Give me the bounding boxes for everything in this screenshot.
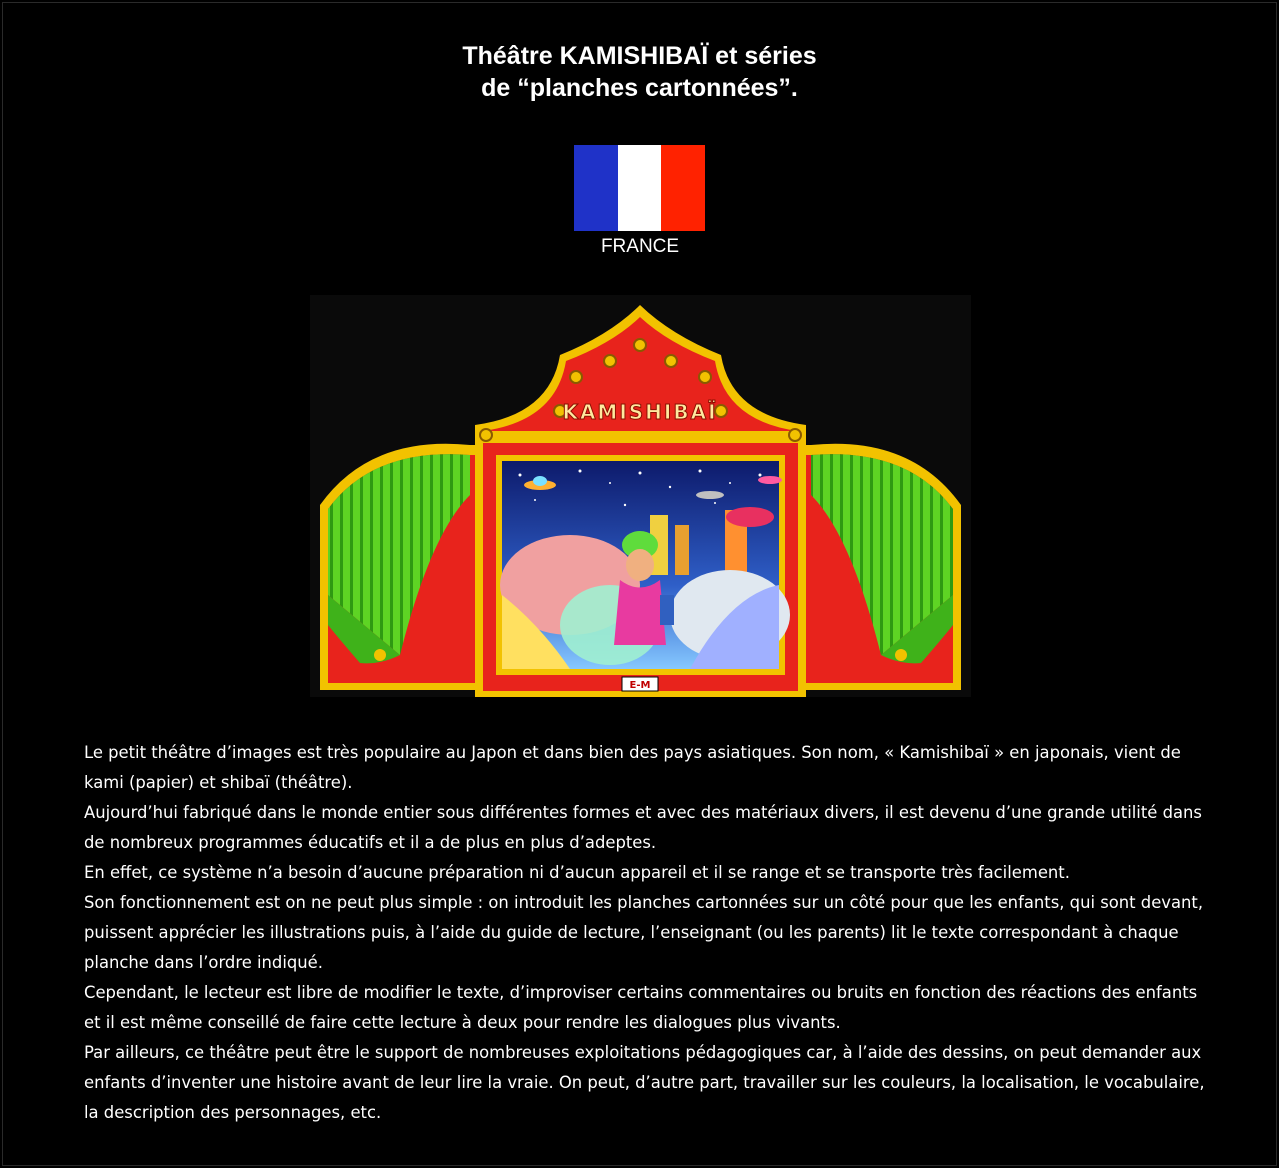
france-flag-image bbox=[574, 145, 705, 231]
title-line-1: Théâtre KAMISHIBAÏ et séries bbox=[462, 42, 817, 70]
paragraph-6: Par ailleurs, ce théâtre peut être le support de nombreuses exploitations pédagogiques car, à l’aide des dessins, on peut demander aux enfants d’inventer une histoire avant de leur lire la vraie. On peut, d’autre part, travailler sur les couleurs, la localisation, le vocabulaire, la description des personnages, etc. bbox=[84, 1043, 1205, 1122]
kamishibai-theatre-illustration bbox=[310, 295, 971, 697]
page-title bbox=[0, 40, 1279, 104]
paragraph-3: En effet, ce système n’a besoin d’aucune préparation ni d’aucun appareil et il se range et se transporte très facilement. bbox=[84, 863, 1070, 882]
theatre-svg bbox=[310, 295, 971, 697]
theatre-sign-text: KAMISHIBAÏ bbox=[562, 400, 718, 424]
paragraph-5: Cependant, le lecteur est libre de modifier le texte, d’improviser certains commentaires ou bruits en fonction des réactions des enfants et il est même conseillé de faire cette lecture à deux pour rendre les dialogues plus vivants. bbox=[84, 983, 1198, 1032]
flag-stripe-red bbox=[661, 145, 705, 231]
left-wing bbox=[320, 444, 485, 690]
right-wing bbox=[796, 444, 961, 690]
logo-text: E-M bbox=[629, 680, 651, 691]
paragraph-2: Aujourd’hui fabriqué dans le monde entier sous différentes formes et avec des matériaux divers, il est devenu d’une grande utilité dans de nombreux programmes éducatifs et il a de plus en plus d’adeptes. bbox=[84, 803, 1202, 852]
flag-stripe-white bbox=[618, 145, 662, 231]
paragraph-4: Son fonctionnement est on ne peut plus simple : on introduit les planches cartonnées sur un côté pour que les enfants, qui sont devant, puissent apprécier les illustrations puis, à l’aide du guide de lecture, l’enseignant (ou les parents) lit le texte correspondant à chaque planche dans l’ordre indiqué. bbox=[84, 893, 1204, 972]
title-line-2: de “planches cartonnées”. bbox=[481, 74, 798, 102]
description-text bbox=[84, 738, 1214, 1128]
flag-label: FRANCE bbox=[600, 236, 680, 257]
paragraph-1: Le petit théâtre d’images est très populaire au Japon et dans bien des pays asiatiques. Son nom, « Kamishibaï » en japonais, vient de kami (papier) et shibaï (théâtre). bbox=[84, 743, 1181, 792]
picture-window bbox=[496, 455, 790, 675]
flag-stripe-blue bbox=[574, 145, 618, 231]
